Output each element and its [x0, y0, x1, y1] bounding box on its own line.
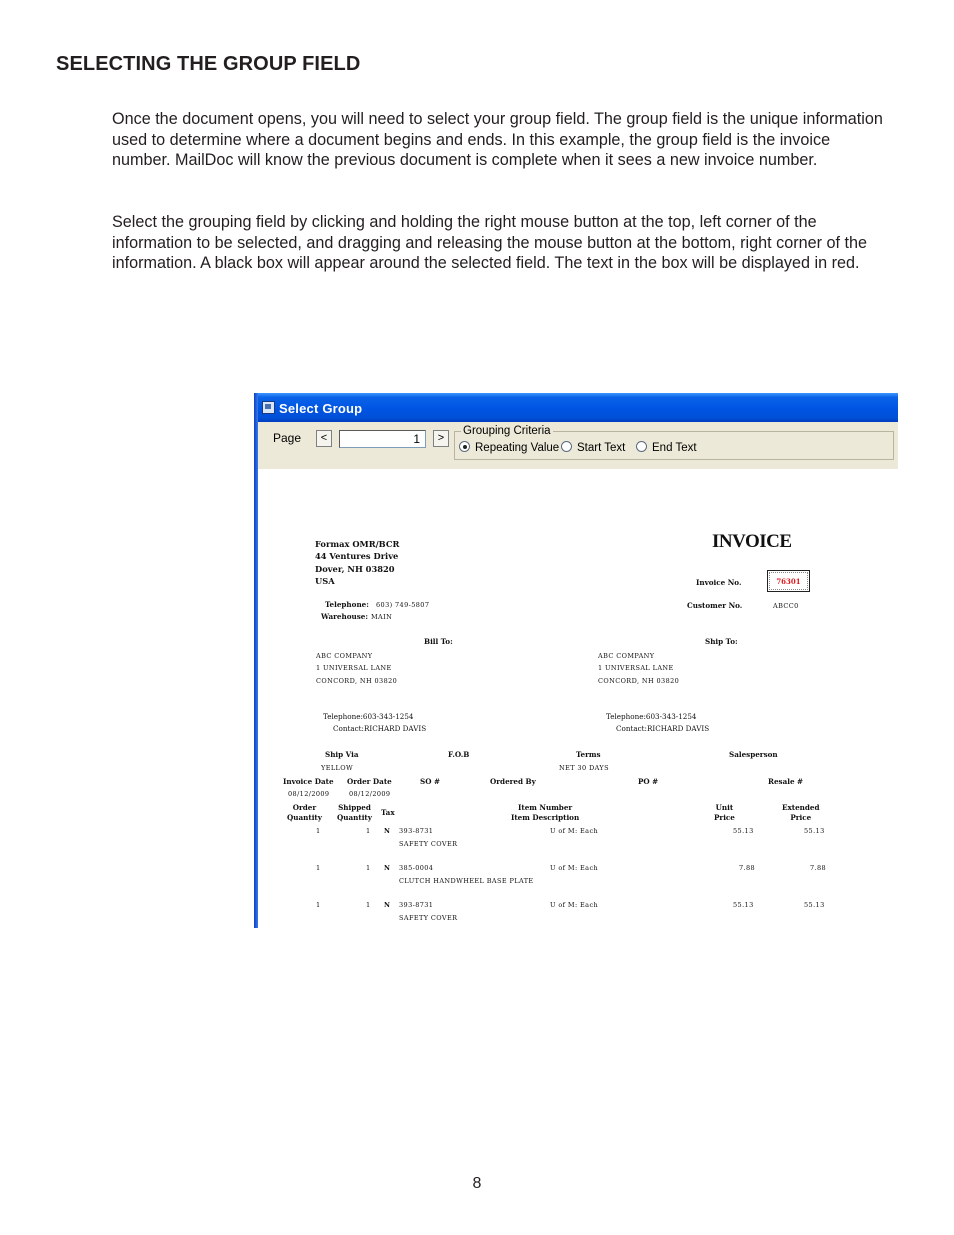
grouping-criteria-group [454, 425, 894, 460]
invoice-date-value: 08/12/2009 [288, 790, 330, 798]
ship-contact: Contact:RICHARD DAVIS [616, 724, 710, 733]
order-date-label: Order Date [347, 777, 392, 786]
ship-telephone: Telephone:603-343-1254 [606, 712, 697, 721]
ship-to-address: ABC COMPANY 1 UNIVERSAL LANE CONCORD, NH 03820 [598, 652, 680, 685]
radio-unselected-icon [561, 441, 572, 452]
bill-contact: Contact:RICHARD DAVIS [333, 724, 427, 733]
col-tax: Tax [381, 808, 395, 817]
col-unit-price: Unit Price [714, 803, 735, 822]
customer-no-label: Customer No. [687, 601, 743, 610]
next-page-button[interactable]: > [433, 430, 449, 447]
intro-paragraph: Once the document opens, you will need to select your group field. The group field is the unique information used to determine where a document begins and ends. In this example, the group field is the invoice number. MailDoc will know the previous document is complete when it sees a new invoice number. [112, 110, 883, 170]
invoice-no-label: Invoice No. [696, 578, 742, 587]
po-label: PO # [638, 777, 659, 786]
radio-label: Start Text [577, 442, 626, 454]
window-title: Select Group [279, 401, 363, 416]
radio-unselected-icon [636, 441, 647, 452]
radio-label: Repeating Value [475, 442, 560, 454]
invoice-number-value: 76301 [776, 577, 801, 586]
warehouse-value: MAIN [371, 613, 393, 621]
col-extended-price: Extended Price [782, 803, 820, 822]
fob-label: F.O.B [448, 750, 470, 759]
bill-to-address: ABC COMPANY 1 UNIVERSAL LANE CONCORD, NH 03820 [316, 652, 398, 685]
telephone-value: 603) 749-5807 [376, 601, 430, 609]
invoice-title: INVOICE [712, 531, 792, 552]
col-shipped-quantity: Shipped Quantity [337, 803, 372, 822]
invoice-preview[interactable]: Formax OMR/BCR 44 Ventures Drive Dover, NH 03820 USA INVOICE Invoice No. 76301 Customer No. ABCC0 Telephone: 603) 749-5807 Warehouse: MAIN Bill To: Ship To: ABC COMPANY 1 UNIVERSAL LANE CONCORD, NH 03820 ABC COMPANY 1 UNIVERSAL LANE CONCORD, NH 03820 Telephone:603-343-1254 Contact:RICHARD DAVIS Telephone:603-343-1254 Contact:RICHARD DAVIS Ship Via YELLOW F.O.B Terms NET 30 DAYS Salesperson Invoice Date 08/12/2009 Order Date 08/12/2009 SO # Ordered By PO # Resale # Order Quantity Shipped Quantity Tax Item Number Item Description Unit Price Extended Price 1 1 N 393-8731 SAFETY COVER U of M: Each 55.13 55.13 1 1 N 385-0004 CLUTCH HANDWHEEL BASE PLATE U of M: Each 7.88 7.88 1 1 N 393-8731 SAFETY COVER U of M: Each 55.13 55.13 [283, 531, 827, 922]
section-heading: SELECTING THE GROUP FIELD [56, 53, 361, 75]
radio-start-text[interactable] [561, 441, 625, 454]
resale-label: Resale # [768, 777, 804, 786]
order-date-value: 08/12/2009 [349, 790, 391, 798]
grouping-criteria-legend: Grouping Criteria [463, 425, 551, 437]
invoice-date-label: Invoice Date [283, 777, 334, 786]
radio-end-text[interactable] [636, 441, 697, 454]
telephone-label: Telephone: [325, 600, 369, 609]
bill-to-label: Bill To: [424, 637, 453, 646]
previous-page-button[interactable]: < [316, 430, 332, 447]
so-label: SO # [420, 777, 440, 786]
terms-label: Terms [576, 750, 601, 759]
col-order-quantity: Order Quantity [287, 803, 322, 822]
selected-group-field[interactable] [767, 570, 810, 592]
warehouse-label: Warehouse: [321, 612, 368, 621]
app-icon [262, 401, 275, 414]
page-number: 8 [472, 1175, 482, 1192]
ship-via-label: Ship Via [325, 750, 359, 759]
col-item: Item Number Item Description [511, 803, 580, 822]
company-address: Formax OMR/BCR 44 Ventures Drive Dover, NH 03820 USA [315, 539, 400, 586]
select-group-window [254, 393, 898, 928]
ship-via-value: YELLOW [321, 764, 354, 772]
bill-telephone: Telephone:603-343-1254 [323, 712, 414, 721]
ordered-by-label: Ordered By [490, 777, 536, 786]
salesperson-label: Salesperson [729, 750, 778, 759]
window-titlebar[interactable] [254, 393, 898, 422]
page-number-input[interactable]: 1 [339, 430, 426, 448]
page-label: Page [273, 431, 302, 445]
ship-to-label: Ship To: [705, 637, 738, 646]
radio-repeating-value[interactable] [459, 441, 559, 454]
instructions-paragraph: Select the grouping field by clicking and holding the right mouse button at the top, left corner of the information to be selected, and dragging and releasing the mouse button at the bottom, right corner of the information. A black box will appear around the selected field. The text in the box will be displayed in red. [112, 213, 867, 273]
radio-selected-icon [459, 441, 470, 452]
radio-label: End Text [652, 442, 697, 454]
window-toolbar [258, 422, 898, 469]
terms-value: NET 30 DAYS [559, 764, 609, 772]
customer-no-value: ABCC0 [773, 602, 799, 610]
